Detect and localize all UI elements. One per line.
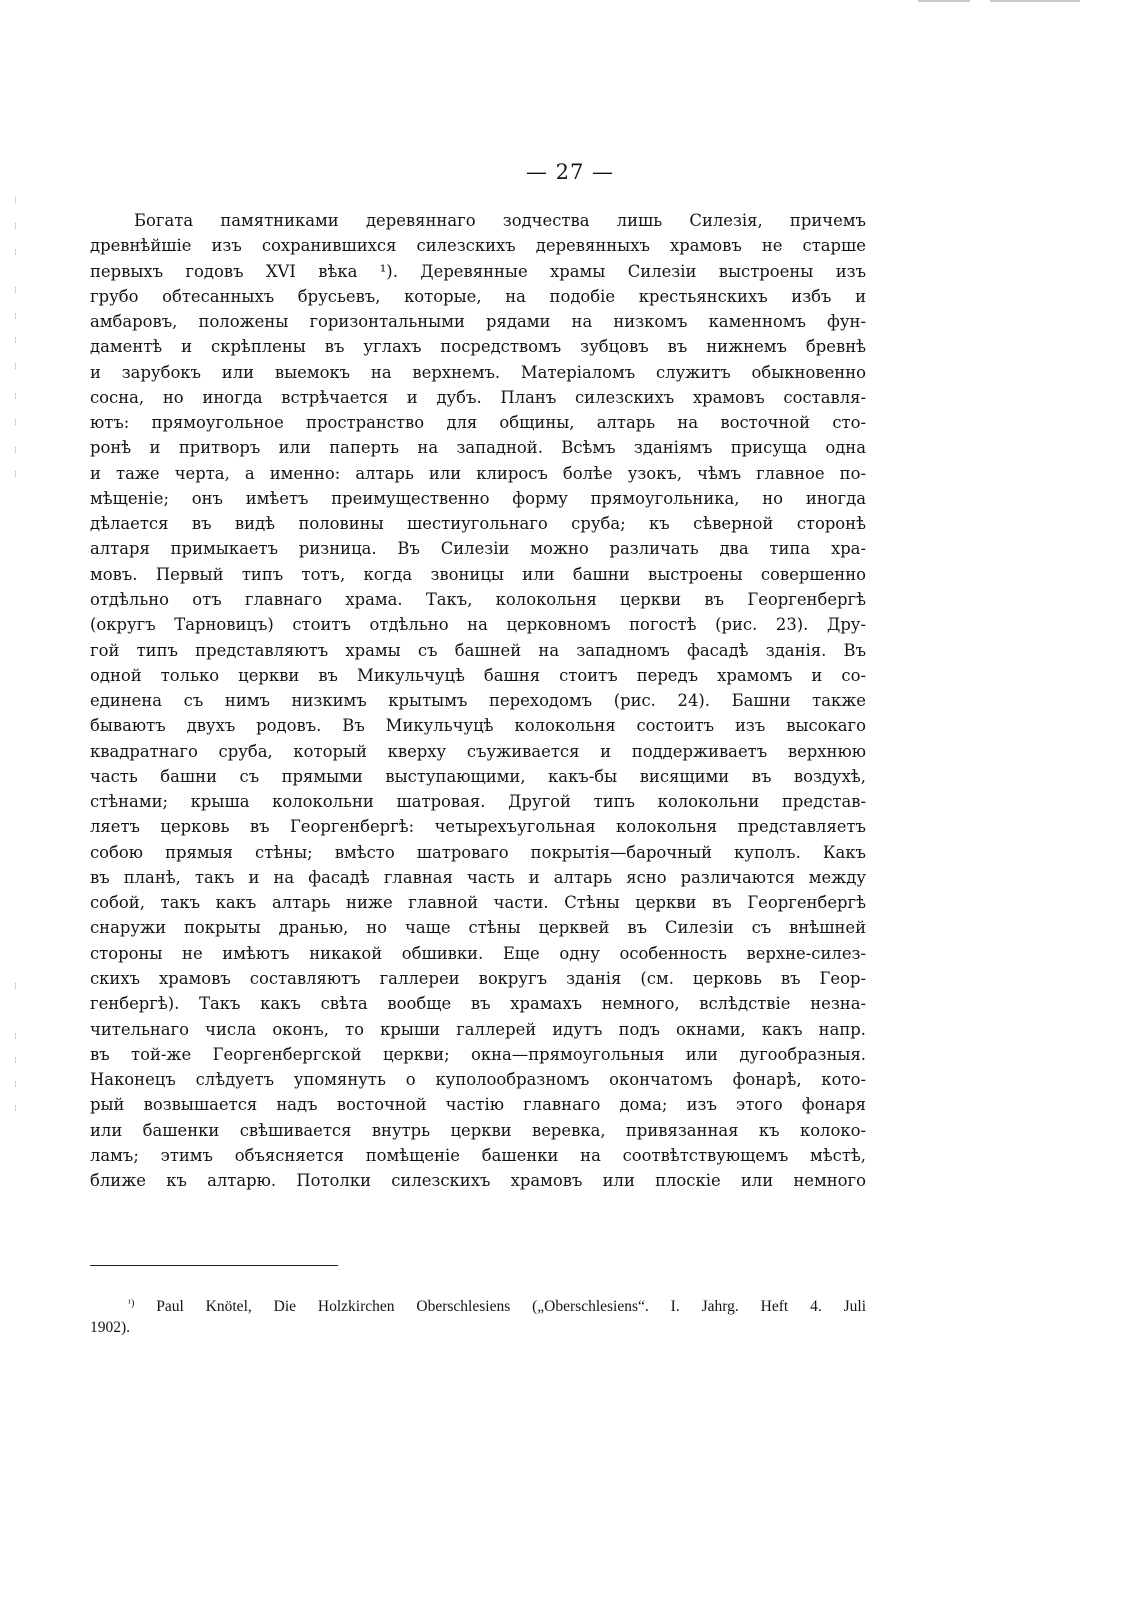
scan-mark: ⁞ [14, 248, 17, 258]
text-line: ляетъ церковь въ Георгенбергѣ: четырехъугольная колокольня представляетъ [90, 817, 866, 837]
text-line: стороны не имѣютъ никакой обшивки. Еще одну особенность верхне-силез- [90, 943, 866, 963]
page-number: — 27 — [525, 160, 615, 184]
scan-edge-rule [990, 0, 1080, 2]
text-line: часть башни съ прямыми выступающими, какъ-бы висящими въ воздухѣ, [90, 766, 866, 786]
text-line: мовъ. Первый типъ тотъ, когда звоницы или башни выстроены совершенно [90, 564, 866, 584]
scan-mark: ⁞ [14, 982, 17, 992]
footnote-line [90, 1292, 866, 1316]
text-line: квадратнаго сруба, который кверху съуживается и поддерживаетъ верхнюю [90, 741, 866, 761]
text-line: даментѣ и скрѣплены въ углахъ посредствомъ зубцовъ въ нижнемъ бревнѣ [90, 337, 866, 357]
text-line: единена съ нимъ низкимъ крытымъ переходомъ (рис. 24). Башни также [90, 691, 866, 711]
scan-mark: ⁞ [14, 312, 17, 322]
footnote-divider [90, 1265, 338, 1266]
scan-mark: ⁞ [14, 446, 17, 456]
text-line: въ планѣ, такъ и на фасадѣ главная часть и алтарь ясно различаются между [90, 867, 866, 887]
text-line: гой типъ представляютъ храмы съ башней на западномъ фасадѣ зданія. Въ [90, 640, 866, 660]
text-line: или башенки свѣшивается внутрь церкви веревка, привязанная къ колоко- [90, 1120, 866, 1140]
text-line: ближе къ алтарю. Потолки силезскихъ храмовъ или плоскіе или немного [90, 1171, 866, 1191]
footnote-marker: ¹) [128, 1298, 135, 1309]
text-line: собой, такъ какъ алтарь ниже главной части. Стѣны церкви въ Георгенбергѣ [90, 893, 866, 913]
scan-mark: ⁞ [14, 1104, 17, 1114]
scan-mark: ⁞ [14, 1032, 17, 1042]
text-line: бываютъ двухъ родовъ. Въ Микульчуцѣ колокольня состоитъ изъ высокаго [90, 716, 866, 736]
text-line: мѣщеніе; онъ имѣетъ преимущественно форму прямоугольника, но иногда [90, 488, 866, 508]
scan-mark: ⁞ [14, 470, 17, 480]
text-line: генбергѣ). Такъ какъ свѣта вообще въ храмахъ немного, вслѣдствіе незна- [90, 994, 866, 1014]
text-line: и таже черта, а именно: алтарь или клиросъ болѣе узокъ, чѣмъ главное по- [90, 463, 866, 483]
scan-mark: ⁞ [14, 1080, 17, 1090]
footnote-text: Paul Knötel, Die Holzkirchen Oberschlesiens („Oberschlesiens“. I. Jahrg. Heft 4. Juli [156, 1298, 866, 1315]
text-line: Наконецъ слѣдуетъ упомянуть о куполообразномъ окончатомъ фонарѣ, кото- [90, 1070, 866, 1090]
text-line: и зарубокъ или выемокъ на верхнемъ. Матеріаломъ служитъ обыкновенно [90, 362, 866, 382]
body-paragraph [90, 208, 866, 1193]
scan-mark: ⁞ [14, 362, 17, 372]
text-line: чительнаго числа оконъ, то крыши галлерей идутъ подъ окнами, какъ напр. [90, 1019, 866, 1039]
text-line: древнѣйшіе изъ сохранившихся силезскихъ деревянныхъ храмовъ не старше [90, 236, 866, 256]
text-line: стѣнами; крыша колокольни шатровая. Другой типъ колокольни представ- [90, 792, 866, 812]
scan-edge-rule [918, 0, 970, 2]
scan-mark: ⁞ [14, 196, 17, 206]
scan-mark: ⁞ [14, 286, 17, 296]
text-line: снаружи покрыты дранью, но чаще стѣны церквей въ Силезіи съ внѣшней [90, 918, 866, 938]
text-line: ронѣ и притворъ или паперть на западной. Всѣмъ зданіямъ присуща одна [90, 438, 866, 458]
text-line: Богата памятниками деревяннаго зодчества лишь Силезія, причемъ [134, 211, 866, 230]
text-line: скихъ храмовъ составляютъ галлереи вокругъ зданія (см. церковь въ Геор- [90, 968, 866, 988]
text-line: дѣлается въ видѣ половины шестиугольнаго сруба; къ сѣверной сторонѣ [90, 514, 866, 534]
text-line: собою прямыя стѣны; вмѣсто шатроваго покрытія—барочный куполъ. Какъ [90, 842, 866, 862]
text-line: алтаря примыкаетъ ризница. Въ Силезіи можно различать два типа хра- [90, 539, 866, 559]
footnote [90, 1292, 866, 1340]
scan-mark: ⁞ [14, 418, 17, 428]
scan-mark: ⁞ [14, 222, 17, 232]
text-line: амбаровъ, положены горизонтальными рядами на низкомъ каменномъ фун- [90, 312, 866, 332]
text-line: въ той-же Георгенбергской церкви; окна—прямоугольныя или дугообразныя. [90, 1044, 866, 1064]
text-line: отдѣльно отъ главнаго храма. Такъ, колокольня церкви въ Георгенбергѣ [90, 589, 866, 609]
text-line: грубо обтесанныхъ брусьевъ, которые, на подобіе крестьянскихъ избъ и [90, 286, 866, 306]
text-line: первыхъ годовъ XVI вѣка ¹). Деревянные храмы Силезіи выстроены изъ [90, 261, 866, 281]
footnote-line: 1902). [90, 1319, 131, 1336]
scan-mark: ⁞ [14, 336, 17, 346]
scan-mark: ⁞ [14, 392, 17, 402]
text-line: рый возвышается надъ восточной частію главнаго дома; изъ этого фонаря [90, 1095, 866, 1115]
text-line: ютъ: прямоугольное пространство для общины, алтарь на восточной сто- [90, 413, 866, 433]
text-line: сосна, но иногда встрѣчается и дубъ. Планъ силезскихъ храмовъ составля- [90, 387, 866, 407]
text-line: одной только церкви въ Микульчуцѣ башня стоитъ передъ храмомъ и со- [90, 665, 866, 685]
text-line: ламъ; этимъ объясняется помѣщеніе башенки на соотвѣтствующемъ мѣстѣ, [90, 1145, 866, 1165]
text-line: (округъ Тарновицъ) стоитъ отдѣльно на церковномъ погостѣ (рис. 23). Дру- [90, 615, 866, 635]
scan-mark: ⁞ [14, 1056, 17, 1066]
